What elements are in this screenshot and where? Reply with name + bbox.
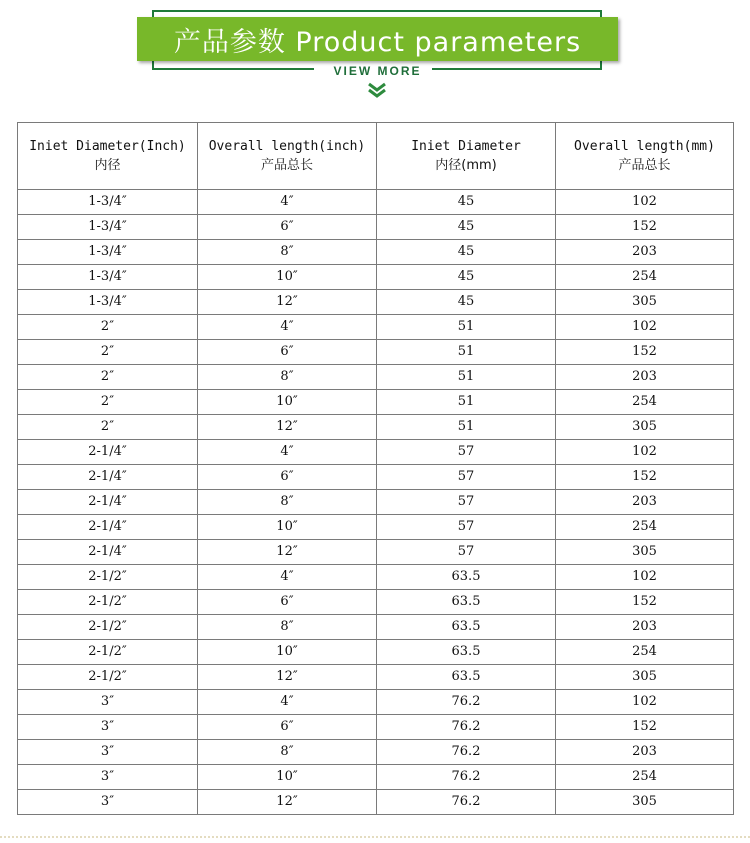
cell-inlet-diameter-mm: 51 [377,340,556,365]
cell-overall-length-mm: 305 [556,665,734,690]
cell-overall-length-mm: 203 [556,615,734,640]
cell-overall-length-mm: 305 [556,540,734,565]
cell-inlet-diameter-inch: 3″ [18,715,198,740]
table-row [18,515,734,540]
cell-overall-length-inch: 8″ [198,365,377,390]
table-row [18,215,734,240]
cell-overall-length-mm: 254 [556,390,734,415]
table-row [18,315,734,340]
cell-overall-length-inch: 6″ [198,715,377,740]
title-banner [137,17,618,61]
cell-overall-length-mm: 203 [556,490,734,515]
cell-inlet-diameter-inch: 1-3/4″ [18,215,198,240]
cell-inlet-diameter-inch: 2″ [18,315,198,340]
header-en: Overall length(inch) [208,139,366,154]
header-inlet-diameter-mm [377,123,556,190]
cell-overall-length-mm: 203 [556,740,734,765]
cell-inlet-diameter-mm: 51 [377,415,556,440]
cell-inlet-diameter-inch: 2-1/2″ [18,590,198,615]
table-row [18,365,734,390]
cell-inlet-diameter-inch: 2″ [18,340,198,365]
cell-inlet-diameter-inch: 3″ [18,740,198,765]
table-row [18,765,734,790]
cell-inlet-diameter-mm: 51 [377,315,556,340]
table-row [18,440,734,465]
cell-inlet-diameter-mm: 51 [377,390,556,415]
table-row [18,290,734,315]
header-en: Iniet Diameter [411,139,521,154]
cell-inlet-diameter-inch: 2-1/4″ [18,465,198,490]
cell-inlet-diameter-mm: 76.2 [377,740,556,765]
cell-inlet-diameter-mm: 76.2 [377,765,556,790]
cell-inlet-diameter-mm: 45 [377,265,556,290]
cell-inlet-diameter-inch: 2″ [18,415,198,440]
cell-inlet-diameter-mm: 63.5 [377,590,556,615]
cell-overall-length-mm: 152 [556,715,734,740]
cell-inlet-diameter-mm: 45 [377,240,556,265]
cell-inlet-diameter-mm: 45 [377,290,556,315]
table-row [18,265,734,290]
cell-overall-length-inch: 6″ [198,215,377,240]
cell-inlet-diameter-inch: 1-3/4″ [18,290,198,315]
cell-inlet-diameter-mm: 63.5 [377,615,556,640]
cell-overall-length-mm: 152 [556,465,734,490]
cell-overall-length-inch: 12″ [198,290,377,315]
table-row [18,640,734,665]
table-row [18,665,734,690]
table-row [18,240,734,265]
view-more-link[interactable]: VIEW MORE [333,64,422,78]
cell-overall-length-inch: 12″ [198,415,377,440]
cell-inlet-diameter-mm: 76.2 [377,790,556,815]
cell-overall-length-mm: 102 [556,690,734,715]
cell-overall-length-mm: 203 [556,365,734,390]
cell-overall-length-inch: 8″ [198,615,377,640]
table-row [18,190,734,215]
cell-overall-length-mm: 102 [556,190,734,215]
cell-inlet-diameter-inch: 1-3/4″ [18,265,198,290]
cell-inlet-diameter-mm: 57 [377,465,556,490]
header-cn: 内径(mm) [435,158,497,173]
cell-overall-length-inch: 4″ [198,190,377,215]
header-inlet-diameter-inch [18,123,198,190]
table-row [18,565,734,590]
cell-overall-length-mm: 102 [556,565,734,590]
cell-overall-length-inch: 8″ [198,490,377,515]
cell-overall-length-inch: 8″ [198,740,377,765]
cell-inlet-diameter-inch: 2-1/2″ [18,640,198,665]
cell-inlet-diameter-mm: 51 [377,365,556,390]
table-header-row [18,123,734,190]
cell-inlet-diameter-inch: 3″ [18,790,198,815]
table-body [18,190,734,815]
cell-overall-length-inch: 10″ [198,265,377,290]
cell-inlet-diameter-inch: 2-1/2″ [18,565,198,590]
table-row [18,715,734,740]
header-overall-length-mm [556,123,734,190]
cell-overall-length-inch: 4″ [198,565,377,590]
cell-overall-length-inch: 10″ [198,640,377,665]
cell-overall-length-inch: 6″ [198,465,377,490]
cell-inlet-diameter-inch: 2-1/4″ [18,490,198,515]
cell-overall-length-mm: 102 [556,315,734,340]
cell-overall-length-inch: 12″ [198,790,377,815]
parameters-table [17,122,734,815]
cell-overall-length-inch: 8″ [198,240,377,265]
cell-inlet-diameter-mm: 63.5 [377,665,556,690]
table-row [18,790,734,815]
cell-overall-length-inch: 10″ [198,390,377,415]
cell-inlet-diameter-mm: 57 [377,540,556,565]
cell-overall-length-mm: 102 [556,440,734,465]
cell-overall-length-inch: 6″ [198,340,377,365]
cell-inlet-diameter-inch: 3″ [18,690,198,715]
cell-overall-length-inch: 4″ [198,690,377,715]
cell-overall-length-inch: 10″ [198,515,377,540]
cell-inlet-diameter-mm: 45 [377,215,556,240]
cell-overall-length-inch: 4″ [198,315,377,340]
cell-inlet-diameter-inch: 2-1/4″ [18,540,198,565]
cell-inlet-diameter-mm: 63.5 [377,565,556,590]
table-row [18,390,734,415]
cell-overall-length-mm: 254 [556,265,734,290]
cell-inlet-diameter-inch: 1-3/4″ [18,240,198,265]
page-title: 产品参数 Product parameters [173,26,582,58]
cell-inlet-diameter-inch: 2″ [18,365,198,390]
table-row [18,465,734,490]
cell-overall-length-mm: 203 [556,240,734,265]
header-overall-length-inch [198,123,377,190]
cell-inlet-diameter-inch: 1-3/4″ [18,190,198,215]
cell-inlet-diameter-inch: 3″ [18,765,198,790]
cell-overall-length-mm: 152 [556,215,734,240]
header-en: Iniet Diameter(Inch) [29,139,186,154]
header-cn: 产品总长 [618,158,671,173]
cell-inlet-diameter-mm: 76.2 [377,690,556,715]
table-row [18,690,734,715]
cell-overall-length-inch: 6″ [198,590,377,615]
cell-overall-length-mm: 254 [556,765,734,790]
table-row [18,340,734,365]
dotted-divider [0,836,750,838]
cell-inlet-diameter-mm: 57 [377,515,556,540]
table-row [18,740,734,765]
cell-overall-length-mm: 152 [556,340,734,365]
cell-inlet-diameter-mm: 76.2 [377,715,556,740]
table-row [18,490,734,515]
double-chevron-down-icon[interactable] [366,82,388,98]
cell-overall-length-mm: 305 [556,290,734,315]
cell-inlet-diameter-mm: 45 [377,190,556,215]
cell-overall-length-mm: 305 [556,790,734,815]
table-row [18,615,734,640]
cell-overall-length-mm: 254 [556,640,734,665]
cell-overall-length-mm: 152 [556,590,734,615]
cell-overall-length-mm: 254 [556,515,734,540]
cell-inlet-diameter-inch: 2-1/4″ [18,440,198,465]
cell-inlet-diameter-inch: 2-1/4″ [18,515,198,540]
cell-overall-length-inch: 12″ [198,540,377,565]
header-en: Overall length(mm) [574,139,715,154]
table-row [18,415,734,440]
cell-inlet-diameter-mm: 63.5 [377,640,556,665]
cell-inlet-diameter-inch: 2-1/2″ [18,665,198,690]
cell-inlet-diameter-mm: 57 [377,440,556,465]
cell-inlet-diameter-mm: 57 [377,490,556,515]
table-row [18,590,734,615]
header-cn: 内径 [94,158,121,173]
cell-overall-length-mm: 305 [556,415,734,440]
table-row [18,540,734,565]
cell-overall-length-inch: 4″ [198,440,377,465]
cell-inlet-diameter-inch: 2-1/2″ [18,615,198,640]
cell-inlet-diameter-inch: 2″ [18,390,198,415]
cell-overall-length-inch: 12″ [198,665,377,690]
cell-overall-length-inch: 10″ [198,765,377,790]
header-cn: 产品总长 [260,158,313,173]
